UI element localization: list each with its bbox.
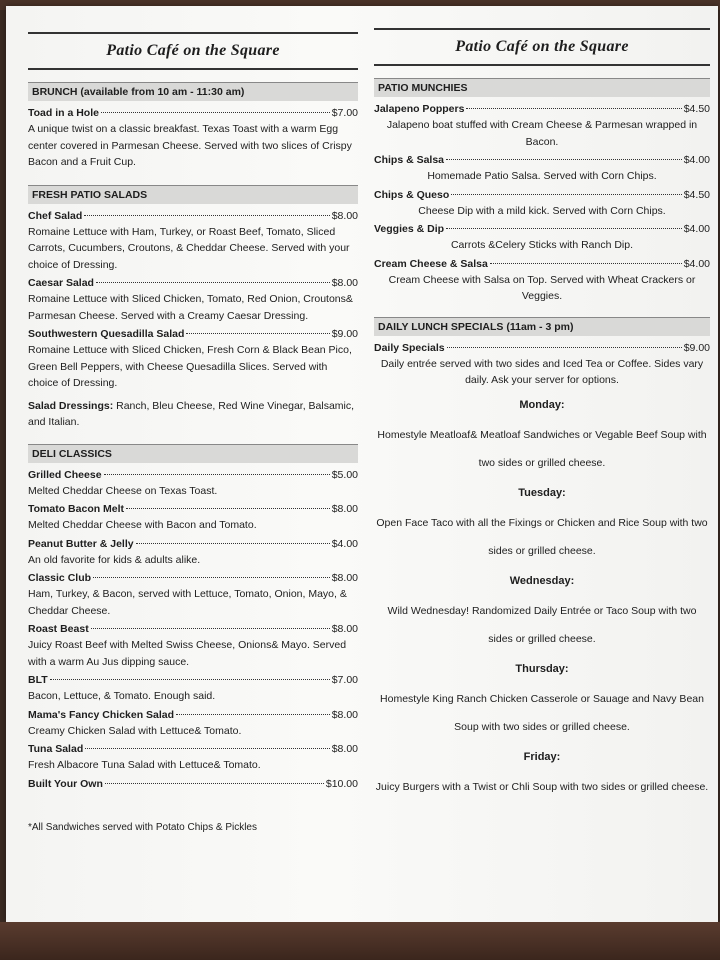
item-name: Roast Beast	[28, 623, 89, 635]
item-name: Grilled Cheese	[28, 468, 102, 481]
menu-item	[28, 326, 358, 392]
day-label: Friday:	[523, 750, 561, 763]
item-description: Cheese Dip with a mild kick. Served with Corn Chips.	[418, 204, 666, 217]
item-description: Ham, Turkey, & Bacon, served with Lettuce, Tomato, Onion, Mayo, & Cheddar Cheese.	[28, 588, 347, 617]
item-price: $4.00	[683, 154, 710, 166]
item-name: Peanut Butter & Jelly	[28, 537, 134, 550]
item-description: Carrots &Celery Sticks with Ranch Dip.	[450, 239, 634, 251]
item-name: Veggies & Dip	[374, 223, 445, 235]
menu-item	[374, 152, 710, 185]
footnote: *All Sandwiches served with Potato Chips & Pickles	[28, 821, 257, 833]
menu-item	[28, 741, 358, 774]
item-price: $8.00	[331, 743, 358, 755]
item-description: Fresh Albacore Tuna Salad with Lettuce& Tomato.	[28, 759, 261, 771]
item-price: $4.00	[331, 537, 358, 550]
item-name: Chef Salad	[28, 209, 83, 222]
menu-item	[28, 707, 358, 740]
item-description: Creamy Chicken Salad with Lettuce& Tomato.	[28, 724, 242, 737]
day-description: Homestyle King Ranch Chicken Casserole or Sauage and Navy Bean Soup with two sides or grilled cheese.	[380, 692, 704, 733]
item-name: Daily Specials	[374, 341, 445, 354]
menu-item	[28, 208, 358, 274]
section-heading-brunch: BRUNCH (available from 10 am - 11:30 am)	[28, 82, 358, 101]
right-column	[374, 28, 710, 801]
item-price: $9.00	[683, 341, 710, 354]
item-price: $4.00	[683, 257, 710, 270]
item-name: Southwestern Quesadilla Salad	[28, 328, 185, 340]
note-text: Ranch, Bleu Cheese, Red Wine Vinegar, Balsamic, and Italian.	[28, 399, 355, 428]
section-heading-specials: DAILY LUNCH SPECIALS (11am - 3 pm)	[374, 317, 710, 336]
menu-item	[374, 187, 710, 220]
day-label: Tuesday:	[518, 486, 566, 499]
daily-special	[374, 751, 710, 801]
daily-special	[374, 399, 710, 477]
item-price: $7.00	[331, 674, 358, 686]
item-description: Bacon, Lettuce, & Tomato. Enough said.	[28, 690, 216, 702]
item-name: Mama's Fancy Chicken Salad	[28, 708, 175, 721]
menu-item	[374, 256, 710, 305]
item-description: Juicy Roast Beef with Melted Swiss Cheese, Onions& Mayo. Served with a warm Au Jus dipping sauce.	[28, 639, 347, 668]
item-price: $8.00	[331, 209, 358, 222]
menu-item	[28, 467, 358, 500]
left-column	[28, 32, 358, 833]
section-heading-deli: DELI CLASSICS	[28, 444, 358, 463]
item-price: $5.00	[331, 468, 358, 481]
menu-title-left: Patio Café on the Square	[28, 32, 358, 70]
day-label: Monday:	[519, 398, 565, 411]
item-price: $8.00	[331, 572, 358, 584]
item-description: Homemade Patio Salsa. Served with Corn Chips.	[427, 170, 657, 182]
menu-title-right: Patio Café on the Square	[374, 28, 710, 66]
item-price: $8.00	[331, 277, 358, 289]
item-description: A unique twist on a classic breakfast. Texas Toast with a warm Egg center covered in Parmesan Cheese. Served with two slices of Crispy Bacon and a Fruit Cup.	[28, 123, 352, 168]
daily-special	[374, 575, 710, 653]
item-name: Jalapeno Poppers	[374, 103, 465, 115]
item-name: Tuna Salad	[28, 743, 84, 755]
note-label: Salad Dressings:	[28, 399, 114, 412]
item-name: Caesar Salad	[28, 277, 94, 289]
item-description: An old favorite for kids & adults alike.	[28, 553, 201, 566]
menu-item	[28, 672, 358, 705]
item-description: Daily entrée served with two sides and Iced Tea or Coffee. Sides vary daily. Ask your server for options.	[380, 357, 704, 386]
menu-item	[28, 570, 358, 619]
item-price: $10.00	[325, 777, 358, 790]
item-price: $7.00	[331, 107, 358, 119]
item-description: Jalapeno boat stuffed with Cream Cheese & Parmesan wrapped in Bacon.	[386, 119, 698, 148]
item-description: Cream Cheese with Salsa on Top. Served with Wheat Crackers or Veggies.	[388, 273, 696, 302]
table-surface-bottom	[0, 922, 720, 960]
item-price: $4.00	[683, 223, 710, 235]
item-name: Classic Club	[28, 572, 92, 584]
item-price: $8.00	[331, 708, 358, 721]
item-name: Tomato Bacon Melt	[28, 503, 125, 515]
day-label: Thursday:	[515, 662, 569, 675]
item-description: Melted Cheddar Cheese with Bacon and Tomato.	[28, 519, 257, 531]
item-name: BLT	[28, 674, 48, 686]
menu-item	[374, 340, 710, 389]
item-name: Cream Cheese & Salsa	[374, 257, 488, 270]
menu-item	[28, 776, 358, 792]
item-price: $9.00	[331, 328, 358, 340]
item-description: Romaine Lettuce with Sliced Chicken, Fresh Corn & Black Bean Pico, Green Bell Peppers, with Cheese Quesadilla Slices. Served with choice of Dressing.	[28, 344, 352, 389]
item-name: Toad in a Hole	[28, 107, 99, 119]
day-description: Homestyle Meatloaf& Meatloaf Sandwiches or Vegable Beef Soup with two sides or grilled cheese.	[377, 428, 707, 469]
menu-item	[28, 105, 358, 171]
menu-item	[374, 101, 710, 150]
item-description: Melted Cheddar Cheese on Texas Toast.	[28, 484, 218, 497]
salad-dressings-note	[28, 398, 358, 430]
menu-item	[28, 275, 358, 324]
day-label: Wednesday:	[509, 574, 575, 587]
item-price: $8.00	[331, 503, 358, 515]
section-heading-munchies: PATIO MUNCHIES	[374, 78, 710, 97]
daily-special	[374, 487, 710, 565]
item-description: Romaine Lettuce with Ham, Turkey, or Roast Beef, Tomato, Sliced Carrots, Cucumbers, Croutons, & Cheddar Cheese. Served with your choice of Dressing.	[28, 225, 350, 271]
day-description: Juicy Burgers with a Twist or Chli Soup with two sides or grilled cheese.	[375, 780, 709, 793]
item-price: $4.50	[683, 103, 710, 115]
item-price: $8.00	[331, 623, 358, 635]
day-description: Wild Wednesday! Randomized Daily Entrée or Taco Soup with two sides or grilled cheese.	[387, 604, 697, 645]
item-name: Chips & Salsa	[374, 154, 445, 166]
menu-item	[28, 536, 358, 569]
item-price: $4.50	[683, 188, 710, 201]
daily-special	[374, 663, 710, 741]
menu-sheet	[6, 6, 718, 922]
menu-item	[374, 221, 710, 254]
day-description: Open Face Taco with all the Fixings or Chicken and Rice Soup with two sides or grilled cheese.	[376, 516, 708, 557]
menu-item	[28, 621, 358, 670]
item-description: Romaine Lettuce with Sliced Chicken, Tomato, Red Onion, Croutons& Parmesan Cheese. Served with a Creamy Caesar Dressing.	[28, 293, 353, 322]
section-heading-salads: FRESH PATIO SALADS	[28, 185, 358, 204]
item-name: Chips & Queso	[374, 188, 450, 201]
item-name: Built Your Own	[28, 777, 103, 790]
menu-item	[28, 501, 358, 534]
